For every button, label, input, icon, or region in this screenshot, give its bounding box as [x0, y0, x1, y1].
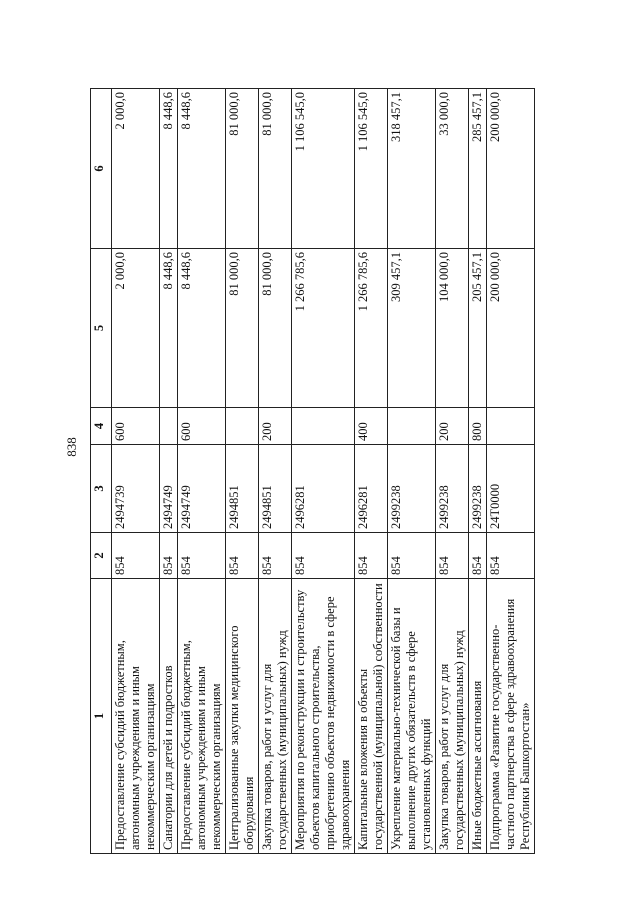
column-header: 3: [91, 445, 112, 533]
table-row: [469, 89, 487, 854]
row-name-cell: Предоставление субсидий бюджетным, автономным учреждениям и иным некоммерческим организациям: [178, 579, 226, 854]
row-expense-type-cell: [160, 408, 178, 445]
row-expense-type-cell: 600: [112, 408, 160, 445]
row-amount-cell: 104 000,0: [436, 249, 469, 408]
budget-table: [90, 88, 535, 854]
page-number: 838: [63, 437, 79, 457]
row-amount-cell: 8 448,6: [178, 89, 226, 249]
row-expense-type-cell: 200: [259, 408, 292, 445]
table-row: [178, 89, 226, 854]
row-amount-cell: 200 000,0: [487, 89, 535, 249]
row-amount-cell: 318 457,1: [388, 89, 436, 249]
row-amount-cell: 1 106 545,0: [355, 89, 388, 249]
row-target-article-cell: 2496281: [292, 445, 355, 533]
row-ministry-code-cell: 854: [388, 533, 436, 579]
table-header-row: [91, 89, 112, 854]
row-name-cell: Подпрограмма «Развитие государственно-частного партнерства в сфере здравоохранения Республики Башкортостан»: [487, 579, 535, 854]
table-row: [355, 89, 388, 854]
row-name-cell: Централизованные закупки медицинского оборудования: [226, 579, 259, 854]
row-ministry-code-cell: 854: [436, 533, 469, 579]
column-header: 5: [91, 249, 112, 408]
row-amount-cell: 285 457,1: [469, 89, 487, 249]
row-target-article-cell: 2494851: [226, 445, 259, 533]
row-expense-type-cell: 400: [355, 408, 388, 445]
table-row: [487, 89, 535, 854]
row-amount-cell: 2 000,0: [112, 89, 160, 249]
row-amount-cell: 81 000,0: [259, 89, 292, 249]
row-amount-cell: 8 448,6: [178, 249, 226, 408]
row-amount-cell: 1 266 785,6: [355, 249, 388, 408]
row-amount-cell: 309 457,1: [388, 249, 436, 408]
row-amount-cell: 2 000,0: [112, 249, 160, 408]
table-row: [160, 89, 178, 854]
row-amount-cell: 33 000,0: [436, 89, 469, 249]
row-target-article-cell: 24Т0000: [487, 445, 535, 533]
row-expense-type-cell: [388, 408, 436, 445]
row-amount-cell: 1 266 785,6: [292, 249, 355, 408]
row-name-cell: Укрепление материально-технической базы и выполнение других обязательств в сфере установленных функций: [388, 579, 436, 854]
row-expense-type-cell: [487, 408, 535, 445]
row-target-article-cell: 2494749: [178, 445, 226, 533]
table-body: [112, 89, 535, 854]
table-row: [259, 89, 292, 854]
row-expense-type-cell: [292, 408, 355, 445]
row-name-cell: Мероприятия по реконструкции и строительству объектов капитального строительства, приобретению объектов недвижимости в сфере здравоохранения: [292, 579, 355, 854]
row-target-article-cell: 2499238: [469, 445, 487, 533]
row-amount-cell: 81 000,0: [226, 89, 259, 249]
row-expense-type-cell: 600: [178, 408, 226, 445]
row-name-cell: Предоставление субсидий бюджетным, автономным учреждениям и иным некоммерческим организациям: [112, 579, 160, 854]
row-name-cell: Капитальные вложения в объекты государственной (муниципальной) собственности: [355, 579, 388, 854]
column-header: 1: [91, 579, 112, 854]
row-expense-type-cell: [226, 408, 259, 445]
row-ministry-code-cell: 854: [178, 533, 226, 579]
row-target-article-cell: 2496281: [355, 445, 388, 533]
row-name-cell: Санатории для детей и подростков: [160, 579, 178, 854]
row-name-cell: Закупка товаров, работ и услуг для государственных (муниципальных) нужд: [259, 579, 292, 854]
column-header: 2: [91, 533, 112, 579]
row-expense-type-cell: 800: [469, 408, 487, 445]
rotated-table-container: [90, 89, 541, 854]
table-row: [292, 89, 355, 854]
row-amount-cell: 8 448,6: [160, 89, 178, 249]
row-amount-cell: 205 457,1: [469, 249, 487, 408]
row-name-cell: Иные бюджетные ассигнования: [469, 579, 487, 854]
row-amount-cell: 8 448,6: [160, 249, 178, 408]
row-target-article-cell: 2494851: [259, 445, 292, 533]
row-amount-cell: 1 106 545,0: [292, 89, 355, 249]
row-amount-cell: 81 000,0: [259, 249, 292, 408]
row-ministry-code-cell: 854: [487, 533, 535, 579]
row-target-article-cell: 2499238: [388, 445, 436, 533]
row-target-article-cell: 2499238: [436, 445, 469, 533]
table-row: [436, 89, 469, 854]
row-expense-type-cell: 200: [436, 408, 469, 445]
row-ministry-code-cell: 854: [226, 533, 259, 579]
row-name-cell: Закупка товаров, работ и услуг для государственных (муниципальных) нужд: [436, 579, 469, 854]
table-row: [388, 89, 436, 854]
table-row: [112, 89, 160, 854]
row-target-article-cell: 2494749: [160, 445, 178, 533]
row-ministry-code-cell: 854: [469, 533, 487, 579]
row-ministry-code-cell: 854: [292, 533, 355, 579]
column-header: 4: [91, 408, 112, 445]
row-ministry-code-cell: 854: [259, 533, 292, 579]
row-ministry-code-cell: 854: [160, 533, 178, 579]
table-row: [226, 89, 259, 854]
row-ministry-code-cell: 854: [355, 533, 388, 579]
column-header: 6: [91, 89, 112, 249]
row-amount-cell: 81 000,0: [226, 249, 259, 408]
row-ministry-code-cell: 854: [112, 533, 160, 579]
row-amount-cell: 200 000,0: [487, 249, 535, 408]
row-target-article-cell: 2494739: [112, 445, 160, 533]
